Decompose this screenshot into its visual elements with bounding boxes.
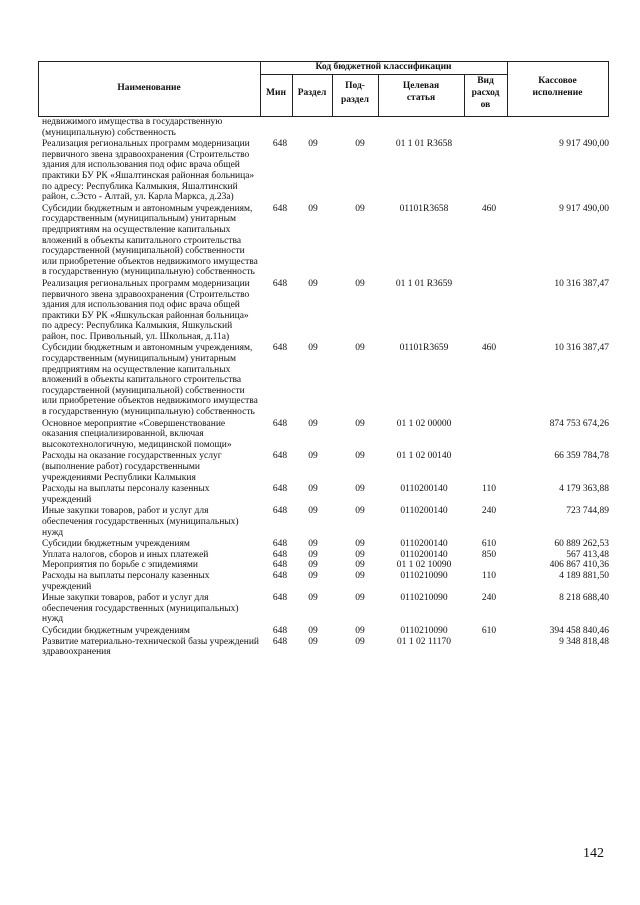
header-vid-3: ов — [480, 100, 491, 110]
row-name: Реализация региональных программ модернизации первичного звена здравоохранения (Строительство здания для использования под офис врача общей практики БУ РК «Яшкульская районная больница» по адресу: Республика Калмыкия, Яшкульский район, пос. Привольный, ул. Школьная, д.11а) — [42, 278, 250, 342]
row-amount: 66 359 784,78 — [554, 451, 609, 462]
row-razdel: 09 — [308, 278, 318, 289]
row-podrazdel: 09 — [355, 484, 365, 495]
row-razdel: 09 — [308, 506, 318, 517]
row-name: Основное мероприятие «Совершенствование оказания специализированной, включая высокотехнологичную, медицинской помощи» — [42, 418, 232, 450]
header-naimenovanie: Наименование — [117, 83, 181, 93]
header-vid-1: Вид — [477, 76, 494, 86]
row-podrazdel: 09 — [355, 278, 365, 289]
row-vid: 610 — [481, 625, 497, 636]
row-razdel: 09 — [308, 484, 318, 495]
row-celevaya: 01101R3658 — [399, 203, 449, 214]
row-vid: 240 — [481, 506, 497, 517]
header-razdel: Раздел — [297, 88, 327, 98]
row-celevaya: 0110200140 — [400, 539, 448, 550]
table-row — [0, 637, 640, 658]
row-celevaya: 0110200140 — [400, 506, 448, 517]
row-amount: 9 348 818,48 — [559, 636, 609, 647]
header-kassovoe-2: исполнение — [532, 88, 583, 98]
row-min: 648 — [272, 549, 288, 560]
row-name: Субсидии бюджетным и автономным учреждениям, государственным (муниципальным) унитарным предприятиям на осуществление капитальных вложений в объекты капитального строительства государственной (муниципальной) собственности или приобретение объектов недвижимого имущества в государственную (муниципальную) собственность — [42, 203, 258, 278]
row-min: 648 — [272, 560, 288, 571]
row-amount: 4 189 881,50 — [559, 570, 609, 581]
table-row — [0, 117, 640, 138]
row-celevaya: 01 1 01 R3659 — [395, 278, 453, 289]
row-razdel: 09 — [308, 636, 318, 647]
header-celevaya-2: статья — [406, 93, 436, 103]
row-razdel: 09 — [308, 539, 318, 550]
row-name: Расходы на оказание государственных услуг (выполнение работ) государственными учреждениями Республики Калмыкия — [42, 451, 222, 483]
table-row — [0, 560, 640, 571]
row-razdel: 09 — [308, 549, 318, 560]
row-min: 648 — [272, 418, 288, 429]
row-min: 648 — [272, 636, 288, 647]
row-razdel: 09 — [308, 570, 318, 581]
row-min: 648 — [272, 451, 288, 462]
row-razdel: 09 — [308, 139, 318, 150]
row-amount: 10 316 387,47 — [554, 278, 609, 289]
row-name: недвижимого имущества в государственную (муниципальную) собственность — [42, 117, 223, 138]
row-podrazdel: 09 — [355, 139, 365, 150]
row-amount: 406 867 410,36 — [549, 560, 609, 571]
row-celevaya: 01 1 02 00140 — [396, 451, 452, 462]
row-name: Уплата налогов, сборов и иных платежей — [42, 549, 209, 560]
row-podrazdel: 09 — [355, 570, 365, 581]
header-podrazdel-2: раздел — [340, 95, 370, 105]
row-razdel: 09 — [308, 560, 318, 571]
row-name: Субсидии бюджетным учреждениям — [42, 539, 190, 550]
table-row — [0, 343, 640, 417]
row-podrazdel: 09 — [355, 418, 365, 429]
row-amount: 8 218 688,40 — [559, 593, 609, 604]
row-amount: 60 889 262,53 — [554, 539, 609, 550]
row-name: Мероприятия по борьбе с эпидемиями — [42, 560, 198, 571]
table-row — [0, 539, 640, 550]
row-celevaya: 01 1 02 11170 — [397, 636, 451, 647]
row-celevaya: 0110200140 — [400, 549, 448, 560]
table-row — [0, 204, 640, 278]
row-celevaya: 01101R3659 — [399, 343, 449, 354]
row-vid: 110 — [482, 570, 496, 581]
table-row — [0, 279, 640, 343]
table-row — [0, 419, 640, 451]
row-amount: 10 316 387,47 — [554, 343, 609, 354]
table-row — [0, 451, 640, 483]
row-podrazdel: 09 — [355, 343, 365, 354]
row-razdel: 09 — [308, 593, 318, 604]
row-podrazdel: 09 — [355, 625, 365, 636]
row-vid: 240 — [481, 593, 497, 604]
table-body — [0, 117, 640, 658]
table-row — [0, 593, 640, 625]
header-kassovoe-1: Кассовое — [538, 76, 577, 86]
header-min: Мин — [266, 88, 286, 98]
table-row — [0, 139, 640, 203]
row-min: 648 — [272, 506, 288, 517]
row-razdel: 09 — [308, 343, 318, 354]
row-podrazdel: 09 — [355, 560, 365, 571]
row-razdel: 09 — [308, 625, 318, 636]
row-amount: 394 458 840,46 — [549, 625, 609, 636]
row-amount: 9 917 490,00 — [559, 203, 609, 214]
row-amount: 9 917 490,00 — [559, 139, 609, 150]
table-row — [0, 506, 640, 538]
row-name: Развитие материально-технической базы учреждений здравоохранения — [42, 636, 260, 658]
row-name: Субсидии бюджетным учреждениям — [42, 625, 190, 636]
row-celevaya: 0110210090 — [400, 570, 448, 581]
header-code-group: Код бюджетной классификации — [315, 62, 452, 72]
row-min: 648 — [272, 539, 288, 550]
row-min: 648 — [272, 139, 288, 150]
row-min: 648 — [272, 593, 288, 604]
row-vid: 460 — [481, 343, 497, 354]
row-razdel: 09 — [308, 203, 318, 214]
header-celevaya-1: Целевая — [402, 81, 440, 91]
row-min: 648 — [272, 570, 288, 581]
row-vid: 460 — [481, 203, 497, 214]
table-header — [38, 61, 609, 117]
row-celevaya: 0110200140 — [400, 484, 448, 495]
row-podrazdel: 09 — [355, 203, 365, 214]
row-min: 648 — [272, 625, 288, 636]
row-podrazdel: 09 — [355, 549, 365, 560]
row-celevaya: 0110210090 — [400, 625, 448, 636]
row-celevaya: 0110210090 — [400, 593, 448, 604]
page-number: 142 — [583, 846, 604, 861]
row-name: Расходы на выплаты персоналу казенных учреждений — [42, 484, 210, 505]
row-name: Реализация региональных программ модернизации первичного звена здравоохранения (Строительство здания для использования под офис врача общей практики БУ РК «Яшалтинская районная больница» по адресу: Республика Калмыкия, Яшалтинский район, с.Эсто - Алтай, ул. Карла Маркса, д.23а) — [42, 139, 255, 203]
header-podrazdel-1: Под- — [345, 81, 365, 91]
row-vid: 610 — [481, 539, 497, 550]
row-name: Иные закупки товаров, работ и услуг для обеспечения государственных (муниципальных) нужд — [42, 506, 239, 538]
row-name: Иные закупки товаров, работ и услуг для обеспечения государственных (муниципальных) нужд — [42, 593, 239, 625]
row-celevaya: 01 1 02 10090 — [396, 560, 452, 571]
row-vid: 850 — [481, 549, 497, 560]
row-min: 648 — [272, 343, 288, 354]
table-row — [0, 484, 640, 505]
row-name: Расходы на выплаты персоналу казенных учреждений — [42, 570, 210, 592]
row-podrazdel: 09 — [355, 451, 365, 462]
row-name: Субсидии бюджетным и автономным учреждениям, государственным (муниципальным) унитарным предприятиям на осуществление капитальных вложений в объекты капитального строительства государственной (муниципальной) собственности или приобретение объектов недвижимого имущества в государственную (муниципальную) собственность — [42, 343, 258, 418]
table-row — [0, 626, 640, 637]
row-amount: 567 413,48 — [566, 549, 609, 560]
row-podrazdel: 09 — [355, 539, 365, 550]
header-vid-2: расход — [471, 88, 500, 98]
row-podrazdel: 09 — [355, 593, 365, 604]
row-podrazdel: 09 — [355, 636, 365, 647]
table-row — [0, 571, 640, 592]
row-amount: 4 179 363,88 — [559, 484, 609, 495]
row-amount: 723 744,89 — [566, 506, 609, 517]
row-min: 648 — [272, 203, 288, 214]
row-celevaya: 01 1 02 00000 — [396, 418, 452, 429]
row-vid: 110 — [482, 484, 496, 495]
row-min: 648 — [272, 278, 288, 289]
row-razdel: 09 — [308, 418, 318, 429]
row-podrazdel: 09 — [355, 506, 365, 517]
table-row — [0, 550, 640, 561]
row-celevaya: 01 1 01 R3658 — [395, 139, 453, 150]
row-amount: 874 753 674,26 — [549, 418, 609, 429]
row-min: 648 — [272, 484, 288, 495]
row-razdel: 09 — [308, 451, 318, 462]
